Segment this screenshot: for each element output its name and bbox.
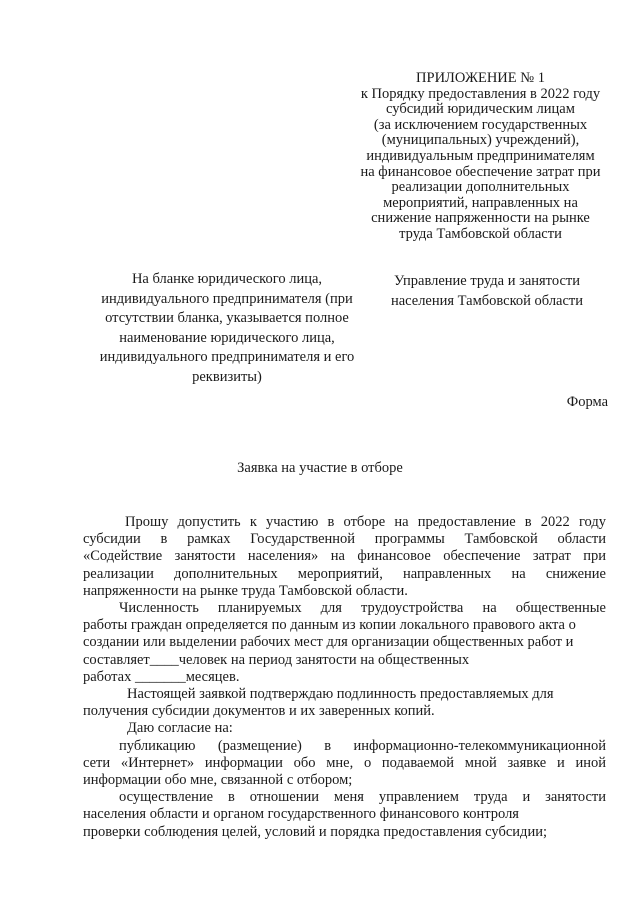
- text-line: населения области и органом государственного финансового контроля: [83, 806, 519, 823]
- document-title: Заявка на участие в отборе: [237, 460, 403, 476]
- text-line: Прошу допустить к участию в отборе на предоставление в 2022 году: [125, 514, 606, 530]
- text-line: составляет____человек на период занятости на общественных: [83, 651, 470, 668]
- appendix-line: субсидий юридическим лицам: [386, 101, 575, 118]
- recipient-line: населения Тамбовской области: [390, 292, 584, 309]
- appendix-line: реализации дополнительных: [391, 179, 570, 196]
- text-line: проверки соблюдения целей, условий и порядка предоставления субсидии;: [83, 823, 547, 840]
- sender-line: отсутствии бланка, указывается полное: [105, 310, 349, 326]
- text-line: создании или выделении рабочих мест для организации общественных работ и: [83, 634, 574, 651]
- recipient-block: [378, 272, 596, 311]
- paragraph-headcount: [83, 600, 606, 686]
- application-body: [83, 514, 606, 841]
- paragraph-consent: [83, 720, 606, 737]
- sender-line: индивидуального предпринимателя и его: [99, 349, 355, 365]
- paragraph-request: [83, 514, 606, 600]
- paragraph-confirmation: [83, 686, 606, 720]
- appendix-line: ПРИЛОЖЕНИЕ № 1: [416, 70, 545, 86]
- sender-line: На бланке юридического лица,: [131, 271, 323, 287]
- form-label: Форма: [566, 394, 608, 410]
- text-line: публикацию (размещение) в информационно-телекоммуникационной: [119, 737, 606, 754]
- sender-line: реквизиты): [192, 368, 262, 385]
- text-line: работы граждан определяется по данным из копии локального правового акта о: [83, 617, 576, 634]
- text-line: напряженности на рынке труда Тамбовской области.: [83, 582, 408, 599]
- paragraph-publication: [83, 738, 606, 790]
- appendix-line: к Порядку предоставления в 2022 году: [360, 85, 601, 102]
- text-line: работах _______месяцев.: [83, 668, 240, 685]
- text-line: получения субсидии документов и их заверенных копий.: [83, 703, 435, 720]
- text-line: Настоящей заявкой подтверждаю подлинность предоставляемых для: [127, 686, 554, 703]
- sender-line: наименование юридического лица,: [119, 329, 335, 346]
- text-line: информации обо мне, связанной с отбором;: [83, 772, 353, 789]
- appendix-header: [348, 71, 613, 243]
- text-line: осуществление в отношении меня управлением труда и занятости: [119, 789, 606, 806]
- sender-block: [78, 270, 376, 387]
- recipient-line: Управление труда и занятости: [394, 273, 580, 289]
- appendix-line: (муниципальных) учреждений),: [381, 132, 580, 149]
- appendix-line: (за исключением государственных: [373, 116, 588, 133]
- appendix-line: на финансовое обеспечение затрат при: [360, 163, 601, 180]
- paragraph-inspection: [83, 789, 606, 841]
- appendix-line: индивидуальным предпринимателям: [366, 147, 595, 164]
- text-line: сети «Интернет» информации обо мне, о подаваемой мной заявке и иной: [83, 754, 606, 771]
- text-line: Даю согласие на:: [127, 720, 233, 737]
- text-line: «Содействие занятости населения» на финансовое обеспечение затрат при: [83, 548, 606, 565]
- text-line: Численность планируемых для трудоустройства на общественные: [119, 600, 606, 617]
- sender-line: индивидуального предпринимателя (при: [101, 290, 353, 307]
- appendix-line: снижение напряженности на рынке: [371, 210, 590, 227]
- appendix-line: мероприятий, направленных на: [383, 194, 578, 211]
- text-line: реализации дополнительных мероприятий, направленных на снижение: [83, 565, 606, 582]
- appendix-line: труда Тамбовской области: [399, 225, 562, 242]
- text-line: субсидии в рамках Государственной программы Тамбовской области: [83, 531, 606, 548]
